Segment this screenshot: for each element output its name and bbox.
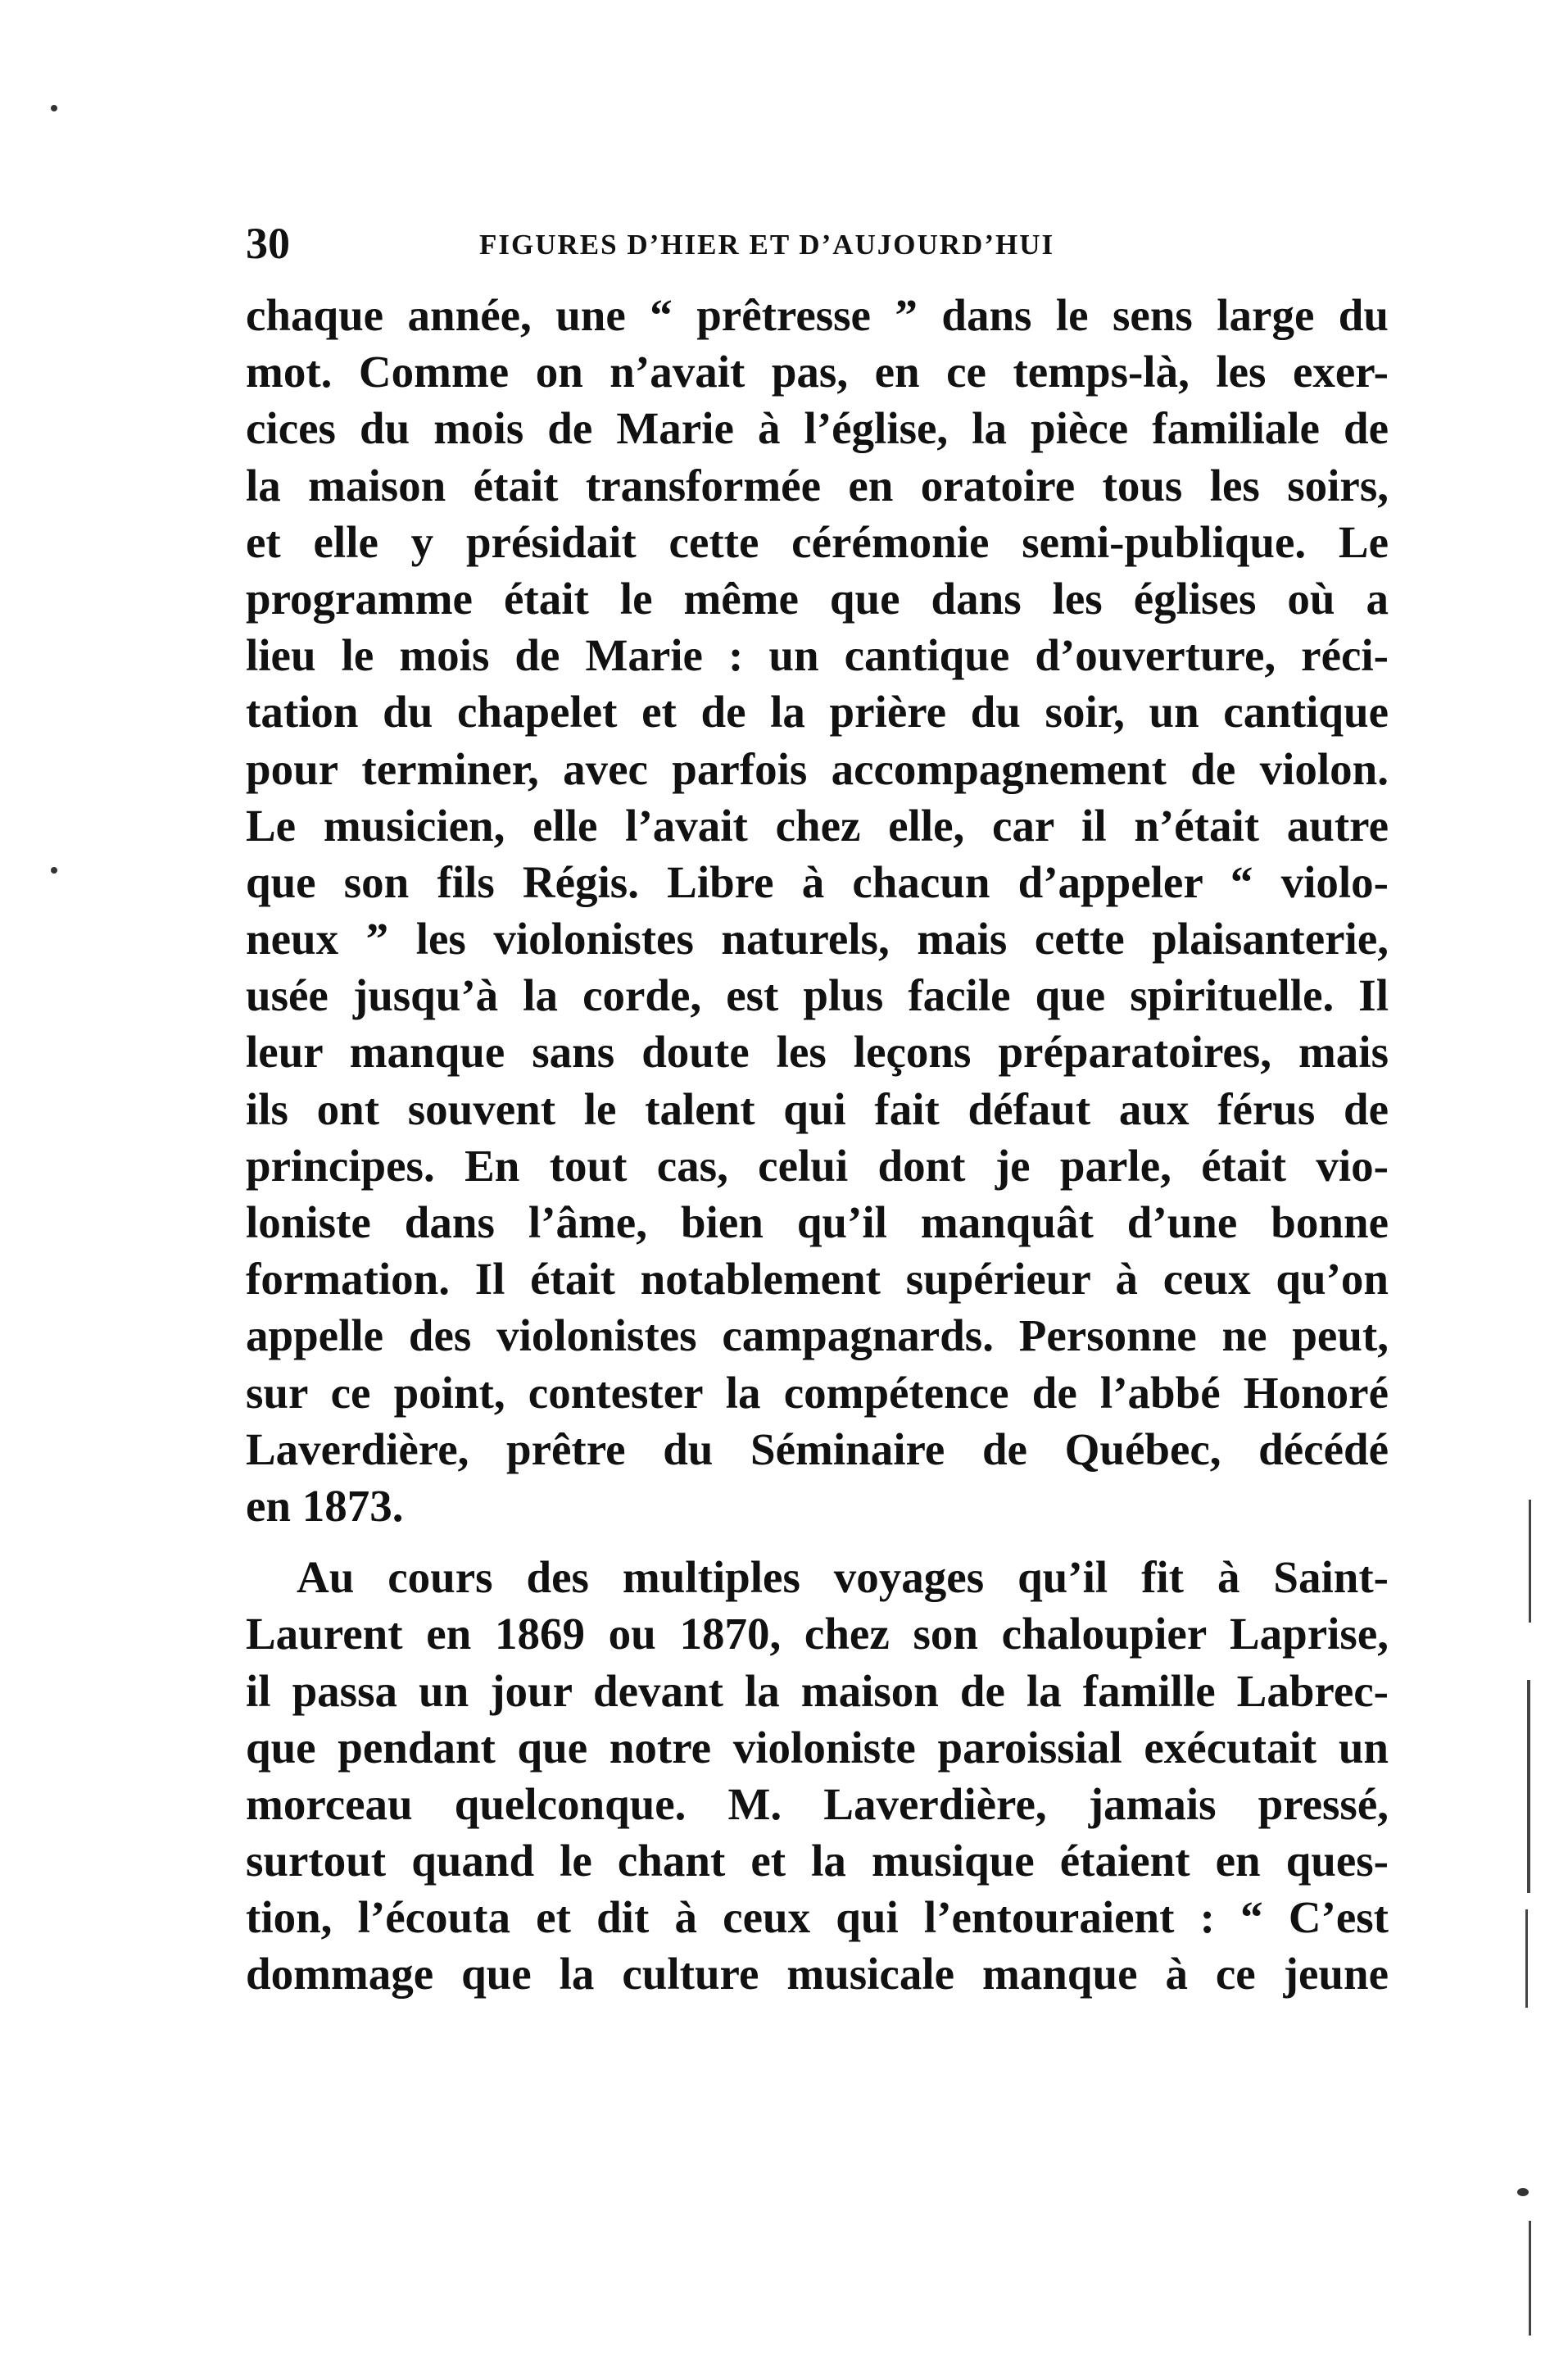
body-text	[246, 287, 1389, 2003]
text-line: tation du chapelet et de la prière du soir, un cantique	[246, 687, 1389, 738]
text-line: chaque année, une “ prêtresse ” dans le sens large du	[246, 290, 1389, 340]
scan-edge-mark	[1529, 1500, 1531, 1623]
text-line: loniste dans l’âme, bien qu’il manquât d’une bonne	[246, 1197, 1389, 1247]
text-line: que son fils Régis. Libre à chacun d’appeler “ violo-	[246, 856, 1389, 907]
text-line: mot. Comme on n’avait pas, en ce temps-là, les exer-	[246, 347, 1389, 397]
page-number: 30	[246, 219, 290, 268]
text-line: leur manque sans doute les leçons préparatoires, mais	[246, 1027, 1389, 1078]
text-line: Laverdière, prêtre du Séminaire de Québec, décédé	[246, 1423, 1389, 1474]
scan-edge-mark	[1529, 2221, 1531, 2336]
scan-edge-mark	[1525, 1909, 1528, 2008]
paragraph-2	[246, 1549, 1389, 2003]
text-line: Le musicien, elle l’avait chez elle, car il n’était autre	[246, 800, 1389, 851]
text-line: sur ce point, contester la compétence de l’abbé Honoré	[246, 1367, 1389, 1418]
text-line: surtout quand le chant et la musique étaient en ques-	[246, 1836, 1389, 1886]
text-line: Laurent en 1869 ou 1870, chez son chaloupier Laprise,	[246, 1609, 1389, 1659]
text-line: neux ” les violonistes naturels, mais cette plaisanterie,	[246, 914, 1389, 965]
text-line: que pendant que notre violoniste paroissial exécutait un	[246, 1722, 1389, 1773]
scan-edge-mark	[1527, 1680, 1530, 1893]
text-line: pour terminer, avec parfois accompagnement de violon.	[246, 743, 1389, 794]
scan-speck	[51, 105, 57, 111]
text-line: et elle y présidait cette cérémonie semi-publique. Le	[246, 516, 1389, 567]
text-line: lieu le mois de Marie : un cantique d’ouverture, réci-	[246, 630, 1389, 681]
paragraph-1	[246, 287, 1389, 1534]
text-line: il passa un jour devant la maison de la famille Labrec-	[246, 1665, 1389, 1716]
text-line: ils ont souvent le talent qui fait défaut aux férus de	[246, 1083, 1389, 1134]
text-line: la maison était transformée en oratoire tous les soirs,	[246, 460, 1389, 511]
text-line: formation. Il était notablement supérieur à ceux qu’on	[246, 1254, 1389, 1305]
text-line: principes. En tout cas, celui dont je parle, était vio-	[246, 1140, 1389, 1191]
text-line: en 1873.	[246, 1480, 404, 1531]
scan-speck	[1517, 2188, 1529, 2196]
text-line: Au cours des multiples voyages qu’il fit à Saint-	[297, 1552, 1389, 1603]
text-line: appelle des violonistes campagnards. Personne ne peut,	[246, 1310, 1389, 1361]
text-line: programme était le même que dans les églises où a	[246, 573, 1389, 624]
text-line: cices du mois de Marie à l’église, la pièce familiale de	[246, 403, 1389, 454]
text-line: morceau quelconque. M. Laverdière, jamais pressé,	[246, 1778, 1389, 1829]
text-line: dommage que la culture musicale manque à ce jeune	[246, 1949, 1389, 2000]
page-header	[246, 215, 1389, 272]
text-line: usée jusqu’à la corde, est plus facile que spirituelle. Il	[246, 970, 1389, 1021]
paragraph-gap	[246, 1534, 1389, 1549]
text-line: tion, l’écouta et dit à ceux qui l’entouraient : “ C’est	[246, 1892, 1389, 1943]
running-title: FIGURES D’HIER ET D’AUJOURD’HUI	[479, 229, 1055, 261]
scan-speck	[51, 867, 57, 874]
